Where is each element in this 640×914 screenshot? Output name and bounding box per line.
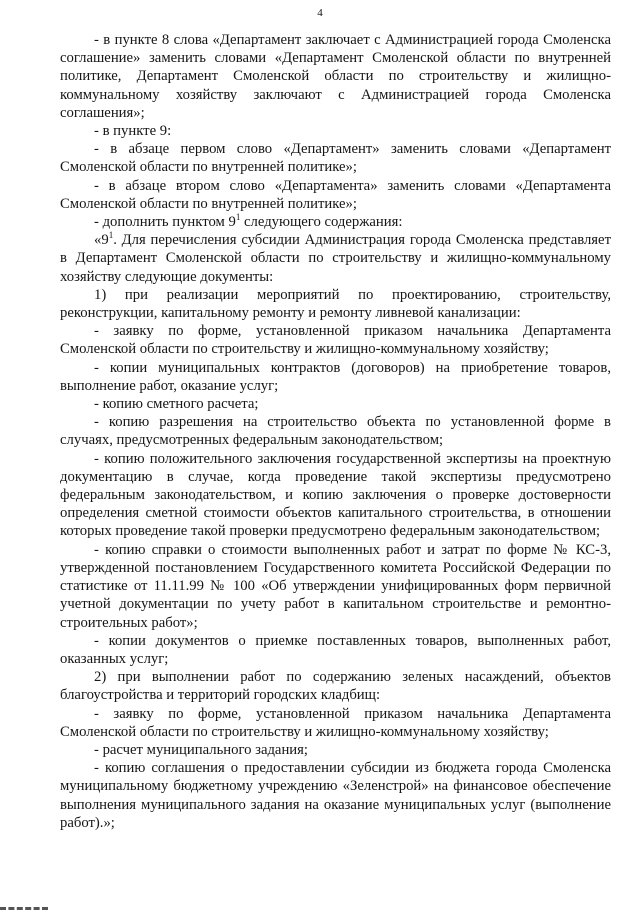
clause-number: «9 [94, 232, 109, 249]
list-item: - копии муниципальных контрактов (договоров) на приобретение товаров, выполнение работ, оказание услуг; [60, 359, 611, 394]
list-item: - расчет муниципального задания; [94, 741, 309, 758]
list-item: 1) при реализации мероприятий по проектированию, строительству, реконструкции, капитальному ремонту и ремонту ливневой канализации: [60, 286, 611, 322]
list-item: - копию положительного заключения государственной экспертизы на проектную документацию в случае, когда проведение такой экспертизы предусмотрено федеральным законодательством, и копию заключения о проверке достоверности определения сметной стоимости объектов капитального строительства, в отношении которых проведение такой проверки предусмотрено федеральным законодательством; [60, 450, 611, 540]
document-body [60, 31, 611, 832]
paragraph-item-8: - в пункте 8 слова «Департамент заключает с Администрацией города Смоленска соглашение» заменить словами «Департамент Смоленской области по внутренней политике, Департамент Смоленской области по строительству и жилищно-коммунальному хозяйству заключают с Администрацией города Смоленска соглашения»; [60, 32, 611, 121]
list-item: - копию справки о стоимости выполненных работ и затрат по форме № КС-3, утвержденной постановлением Государственного комитета Российской Федерации по статистике от 11.11.99 № 100 «Об утверждении унифицированных форм первичной учетной документации по учету работ в капитальном строительстве и ремонтно-строительных работ»; [60, 541, 611, 631]
paragraph-second-indent: - в абзаце втором слово «Департамента» заменить словами «Департамента Смоленской области по внутренней политике»; [60, 177, 611, 212]
clause-text: . Для перечисления субсидии Администрация города Смоленска представляет в Департамент Смоленской области по строительству и жилищно-коммунальному хозяйству следующие документы: [60, 232, 611, 285]
list-item: - заявку по форме, установленной приказом начальника Департамента Смоленской области по строительству и жилищно-коммунальному хозяйству; [60, 705, 611, 740]
paragraph-new-clause [60, 231, 611, 286]
supplement-prefix: - дополнить пунктом 9 [94, 214, 236, 231]
scan-edge-marks [0, 907, 48, 914]
list-item: - копию соглашения о предоставлении субсидии из бюджета города Смоленска муниципальному бюджетному учреждению «Зеленстрой» на финансовое обеспечение выполнения муниципального задания на оказание муниципальных услуг (выполнение работ).»; [60, 760, 611, 831]
list-item: - копии документов о приемке поставленных товаров, выполненных работ, оказанных услуг; [60, 632, 611, 667]
paragraph-item-9: - в пункте 9: [94, 123, 172, 140]
supplement-superscript: 1 [235, 212, 241, 223]
paragraph-supplement [60, 213, 611, 231]
page-number: 4 [317, 7, 323, 19]
list-item: - заявку по форме, установленной приказом начальника Департамента Смоленской области по строительству и жилищно-коммунальному хозяйству; [60, 323, 611, 358]
list-item: - копию сметного расчета; [94, 396, 259, 413]
paragraph-first-indent: - в абзаце первом слово «Департамент» заменить словами «Департамент Смоленской области по внутренней политике»; [60, 141, 611, 176]
supplement-suffix: следующего содержания: [240, 214, 403, 231]
clause-superscript: 1 [108, 230, 114, 241]
list-item: 2) при выполнении работ по содержанию зеленых насаждений, объектов благоустройства и территорий городских кладбищ: [60, 669, 611, 704]
list-item: - копию разрешения на строительство объекта по установленной форме в случаях, предусмотренных федеральным законодательством; [60, 414, 611, 449]
